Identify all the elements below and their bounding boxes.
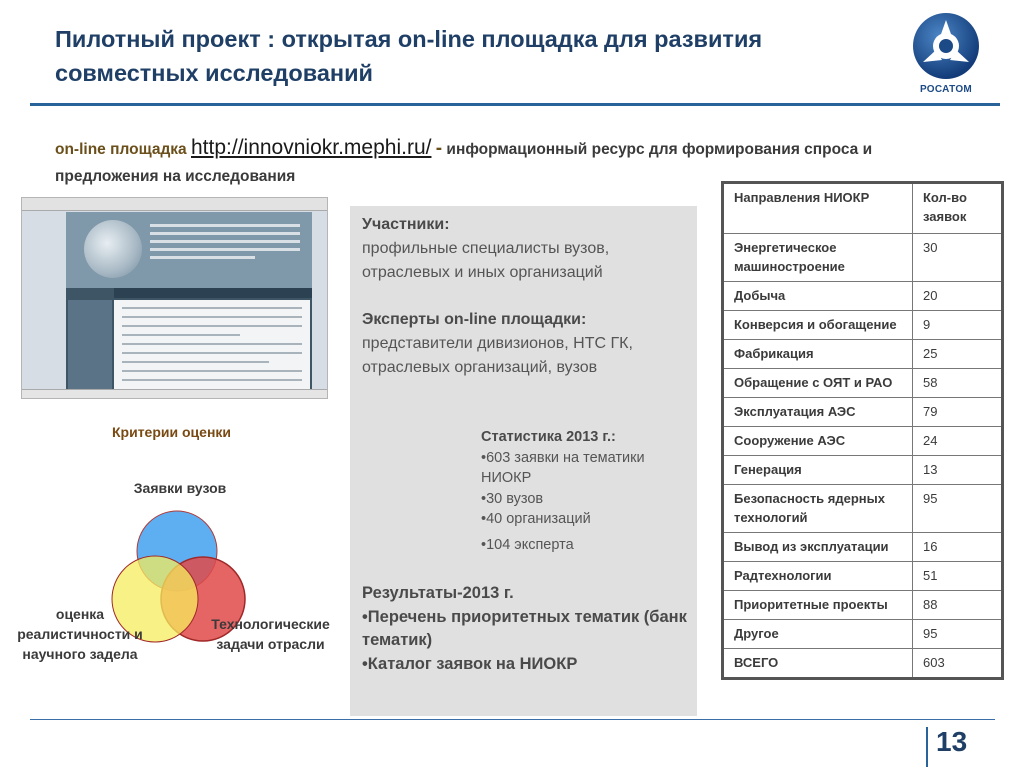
table-cell-direction: Энергетическое машиностроение xyxy=(723,234,913,282)
screenshot-sidebar xyxy=(68,300,112,392)
table-row xyxy=(723,562,1003,591)
rosatom-logo xyxy=(908,10,984,102)
table-row xyxy=(723,456,1003,485)
column-header: Кол-во заявок xyxy=(913,183,1003,234)
platform-link[interactable]: http://innovniokr.mephi.ru/ xyxy=(191,136,432,159)
table-cell-count: 58 xyxy=(913,369,1003,398)
table-cell-direction: Фабрикация xyxy=(723,340,913,369)
browser-statusbar xyxy=(22,389,327,398)
page-number: 13 xyxy=(936,726,968,757)
intro-lead: on-line площадка xyxy=(55,141,187,158)
stats-heading: Статистика 2013 г.: xyxy=(481,429,616,445)
table-row xyxy=(723,340,1003,369)
browser-toolbar xyxy=(22,198,327,211)
intro-dash: - xyxy=(435,138,443,159)
stats-block xyxy=(481,427,691,555)
table-cell-direction: Обращение с ОЯТ и РАО xyxy=(723,369,913,398)
stats-item: •40 организаций xyxy=(481,511,591,527)
results-item: •Перечень приоритетных тематик (банк тематик) xyxy=(362,607,687,649)
participants-block xyxy=(362,213,687,285)
participants-heading: Участники: xyxy=(362,216,450,233)
intro-description: информационный ресурс для формирования спроса и предложения на исследования xyxy=(55,141,873,185)
table-cell-count: 24 xyxy=(913,427,1003,456)
table-row xyxy=(723,620,1003,649)
table-cell-count: 95 xyxy=(913,620,1003,649)
criteria-title: Критерии оценки xyxy=(112,424,232,440)
globe-icon xyxy=(84,220,142,278)
table-cell-count: 88 xyxy=(913,591,1003,620)
screenshot-content xyxy=(114,300,310,392)
column-header: Направления НИОКР xyxy=(723,183,913,234)
footer-divider xyxy=(30,719,995,720)
table-cell-direction: ВСЕГО xyxy=(723,649,913,679)
table-cell-direction: Вывод из эксплуатации xyxy=(723,533,913,562)
participants-text: профильные специалисты вузов, отраслевых и иных организаций xyxy=(362,240,610,281)
table-row xyxy=(723,282,1003,311)
table-cell-direction: Сооружение АЭС xyxy=(723,427,913,456)
table-cell-count: 51 xyxy=(913,562,1003,591)
table-cell-direction: Генерация xyxy=(723,456,913,485)
venn-label-left: оценка реалистичности и научного задела xyxy=(17,606,143,662)
screenshot-header-text xyxy=(150,224,300,264)
table-row xyxy=(723,427,1003,456)
experts-heading: Эксперты on-line площадки: xyxy=(362,311,587,328)
table-cell-count: 13 xyxy=(913,456,1003,485)
niokr-table xyxy=(721,181,1004,680)
table-cell-count: 25 xyxy=(913,340,1003,369)
stats-item: •30 вузов xyxy=(481,490,544,507)
table-row xyxy=(723,369,1003,398)
stats-item: •104 эксперта xyxy=(481,536,574,553)
table-row xyxy=(723,649,1003,679)
table-cell-count: 603 xyxy=(913,649,1003,679)
table-cell-direction: Добыча xyxy=(723,282,913,311)
table-cell-count: 79 xyxy=(913,398,1003,427)
experts-block xyxy=(362,308,687,380)
website-screenshot xyxy=(21,197,328,399)
table-cell-count: 30 xyxy=(913,234,1003,282)
table-cell-count: 16 xyxy=(913,533,1003,562)
venn-label-right: Технологические задачи отрасли xyxy=(211,616,330,652)
table-cell-direction: Радтехнологии xyxy=(723,562,913,591)
results-heading: Результаты-2013 г. xyxy=(362,584,514,602)
screenshot-nav xyxy=(114,288,312,298)
table-row xyxy=(723,234,1003,282)
table-cell-direction: Эксплуатация АЭС xyxy=(723,398,913,427)
table-cell-direction: Другое xyxy=(723,620,913,649)
stats-item: •603 заявки на тематики НИОКР xyxy=(481,449,645,486)
results-item: •Каталог заявок на НИОКР xyxy=(362,654,578,673)
table-row xyxy=(723,311,1003,340)
table-header-row xyxy=(723,183,1003,234)
table-row xyxy=(723,398,1003,427)
table-row xyxy=(723,533,1003,562)
rosatom-atom-icon xyxy=(908,10,984,82)
results-block xyxy=(362,582,692,676)
slide-title: Пилотный проект : открытая on-line площадка для развития совместных исследований xyxy=(55,26,763,86)
table-row xyxy=(723,485,1003,533)
venn-label-top: Заявки вузов xyxy=(133,480,227,496)
table-cell-direction: Безопасность ядерных технологий xyxy=(723,485,913,533)
table-row xyxy=(723,591,1003,620)
table-cell-direction: Конверсия и обогащение xyxy=(723,311,913,340)
experts-text: представители дивизионов, НТС ГК, отраслевых организаций, вузов xyxy=(362,335,633,376)
table-cell-count: 95 xyxy=(913,485,1003,533)
page-number-separator xyxy=(926,727,928,767)
title-divider xyxy=(30,103,1000,106)
table-cell-count: 9 xyxy=(913,311,1003,340)
logo-text: РОСАТОМ xyxy=(919,84,973,95)
table-cell-direction: Приоритетные проекты xyxy=(723,591,913,620)
table-cell-count: 20 xyxy=(913,282,1003,311)
